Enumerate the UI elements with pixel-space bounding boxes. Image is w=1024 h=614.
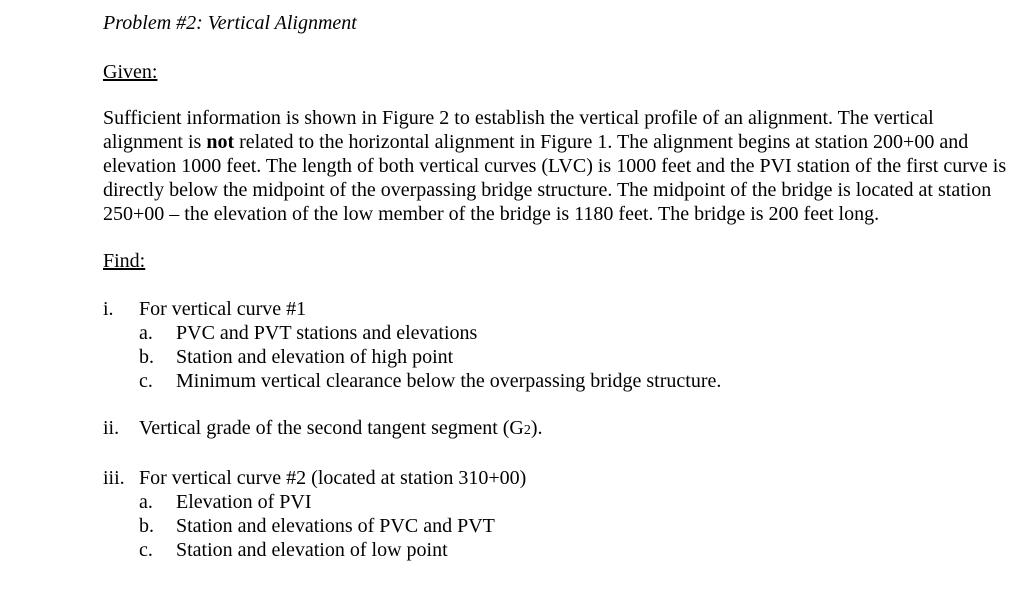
subitem-text: Station and elevations of PVC and PVT <box>176 515 495 537</box>
problem-title: Problem #2: Vertical Alignment <box>103 12 357 34</box>
find-subitem-i-c <box>103 369 1008 393</box>
find-subitem-iii-b <box>103 514 1008 538</box>
item-text-main: Vertical grade of the second tangent segment (G <box>139 417 524 439</box>
find-heading: Find: <box>103 250 146 272</box>
subitem-text: Station and elevation of high point <box>176 346 454 368</box>
item-text-end: ). <box>530 417 543 439</box>
given-bold-word: not <box>206 131 235 153</box>
find-subitem-iii-c <box>103 538 1008 562</box>
find-item-ii <box>103 416 1008 443</box>
document-page <box>103 10 1008 562</box>
subitem-marker: b. <box>139 346 154 368</box>
subitem-text: Station and elevation of low point <box>176 539 448 561</box>
given-heading: Given: <box>103 61 158 83</box>
item-marker: i. <box>103 298 114 320</box>
subitem-text: PVC and PVT stations and elevations <box>176 322 478 344</box>
item-text: For vertical curve #1 <box>139 298 307 320</box>
item-text: For vertical curve #2 (located at station 310+00) <box>139 467 527 489</box>
item-marker: iii. <box>103 467 125 489</box>
subitem-text: Elevation of PVI <box>176 491 312 513</box>
subitem-marker: b. <box>139 515 154 537</box>
subitem-marker: c. <box>139 539 153 561</box>
given-paragraph <box>103 106 1008 226</box>
given-text-part-2: related to the horizontal alignment in Figure 1. The alignment begins at station 200+00 and elevation 1000 feet. The length of both vertical curves (LVC) is 1000 feet and the PVI station of the first curve is directly below the midpoint of the overpassing bridge structure. The midpoint of the bridge is located at station 250+00 – the elevation of the low member of the bridge is 1180 feet. The bridge is 200 feet long. <box>103 131 1007 225</box>
find-item-iii <box>103 466 1008 490</box>
item-marker: ii. <box>103 417 120 439</box>
grade-subscript: 2 <box>523 423 531 438</box>
given-text-part-1: Sufficient information is shown in Figure 2 to establish the vertical profile of an alignment. The vertical alignment is <box>103 107 934 153</box>
subitem-marker: a. <box>139 322 153 344</box>
subitem-marker: c. <box>139 370 153 392</box>
subitem-text: Minimum vertical clearance below the overpassing bridge structure. <box>176 370 722 392</box>
find-subitem-i-b <box>103 345 1008 369</box>
find-subitem-iii-a <box>103 490 1008 514</box>
find-list <box>103 297 1008 562</box>
subitem-marker: a. <box>139 491 153 513</box>
find-item-i <box>103 297 1008 321</box>
find-subitem-i-a <box>103 321 1008 345</box>
item-text <box>103 416 1008 443</box>
